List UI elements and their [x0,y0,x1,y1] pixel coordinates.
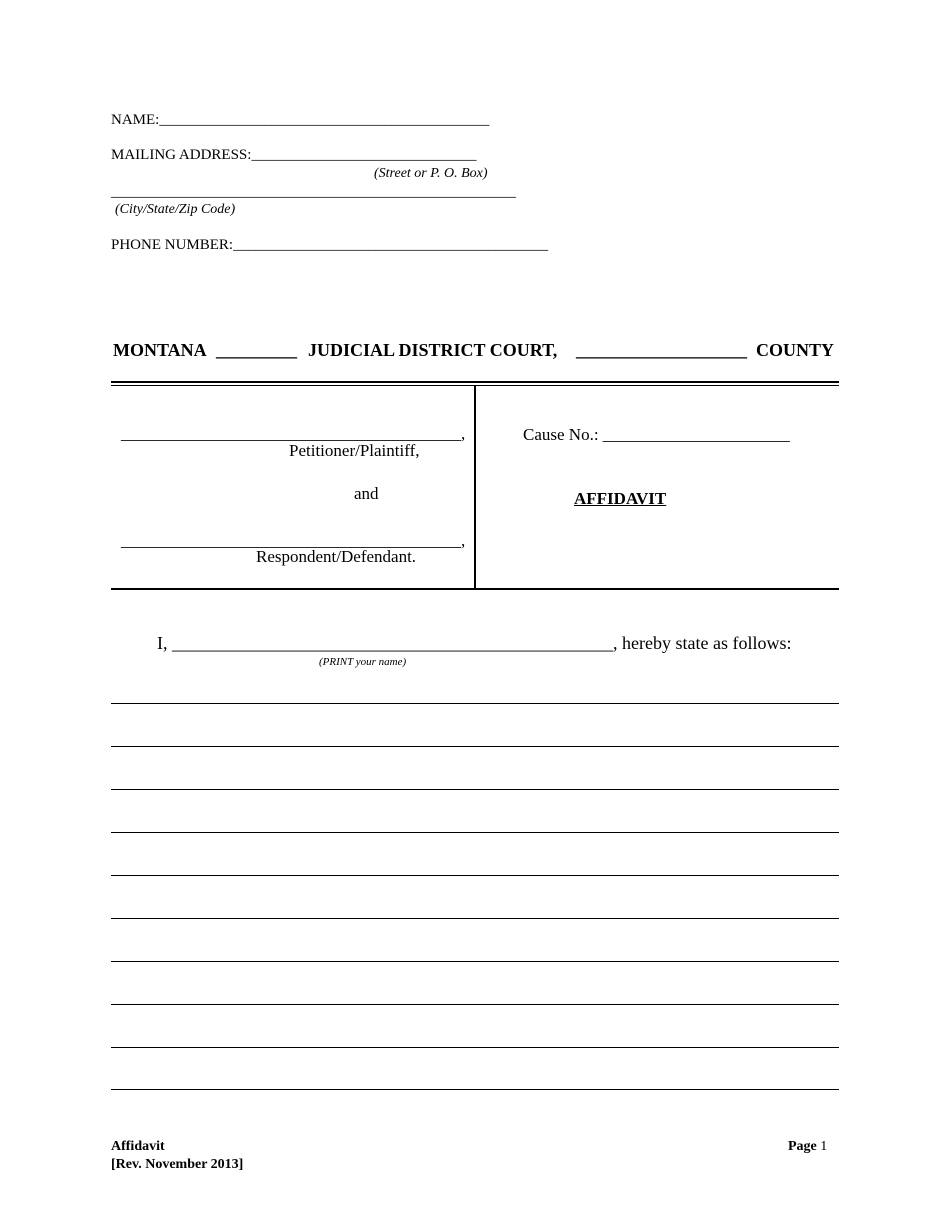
writing-line[interactable] [111,1004,839,1005]
phone-number-label: PHONE NUMBER: [111,237,234,253]
writing-line[interactable] [111,789,839,790]
phone-number-blank[interactable]: __________________________________________ [233,237,549,253]
respondent-label: Respondent/Defendant. [256,547,417,566]
and-label: and [354,484,379,503]
court-county-blank[interactable]: ___________________ [576,340,747,360]
street-hint: (Street or P. O. Box) [374,166,488,181]
writing-line[interactable] [111,1089,839,1090]
caption-bottom-rule [111,588,839,590]
phone-number-row [111,237,548,254]
court-heading-county: COUNTY [756,340,835,360]
court-heading-judicial: JUDICIAL DISTRICT COURT, [308,340,558,360]
footer-page-label: Page [788,1139,817,1154]
footer-revision: [Rev. November 2013] [111,1157,244,1172]
cause-number-label: Cause No.: [523,425,599,444]
statement-row [157,633,791,654]
petitioner-blank[interactable]: ________________________________________, [121,424,466,443]
respondent-blank[interactable]: ________________________________________, [121,531,466,550]
writing-line[interactable] [111,1047,839,1048]
writing-line[interactable] [111,961,839,962]
writing-line[interactable] [111,875,839,876]
document-title: AFFIDAVIT [574,489,667,508]
mailing-address-blank[interactable]: ______________________________ [251,147,477,163]
statement-i: I, [157,633,168,653]
footer-page-number: 1 [820,1139,828,1154]
caption-divider [474,386,476,589]
cause-number-row [523,425,790,445]
cause-number-blank[interactable]: ______________________ [602,425,790,444]
name-field-row [111,112,489,129]
footer-page [788,1139,827,1155]
petitioner-label: Petitioner/Plaintiff, [289,441,420,460]
writing-line[interactable] [111,832,839,833]
statement-hereby: , hereby state as follows: [613,633,792,653]
statement-name-blank[interactable]: _________________________________________________ [172,633,613,653]
writing-line[interactable] [111,703,839,704]
city-hint: (City/State/Zip Code) [115,202,236,217]
court-heading-montana: MONTANA [113,340,207,360]
city-blank[interactable]: ______________________________________________________ [111,184,516,200]
mailing-address-label: MAILING ADDRESS: [111,147,252,163]
print-name-hint: (PRINT your name) [319,656,407,668]
footer-doc-name: Affidavit [111,1139,165,1154]
caption-top-rule [111,381,839,383]
name-blank[interactable]: ____________________________________________ [159,112,490,128]
writing-line[interactable] [111,918,839,919]
name-label: NAME: [111,112,160,128]
mailing-address-row [111,147,476,164]
writing-line[interactable] [111,746,839,747]
court-district-blank[interactable]: _________ [216,340,297,360]
